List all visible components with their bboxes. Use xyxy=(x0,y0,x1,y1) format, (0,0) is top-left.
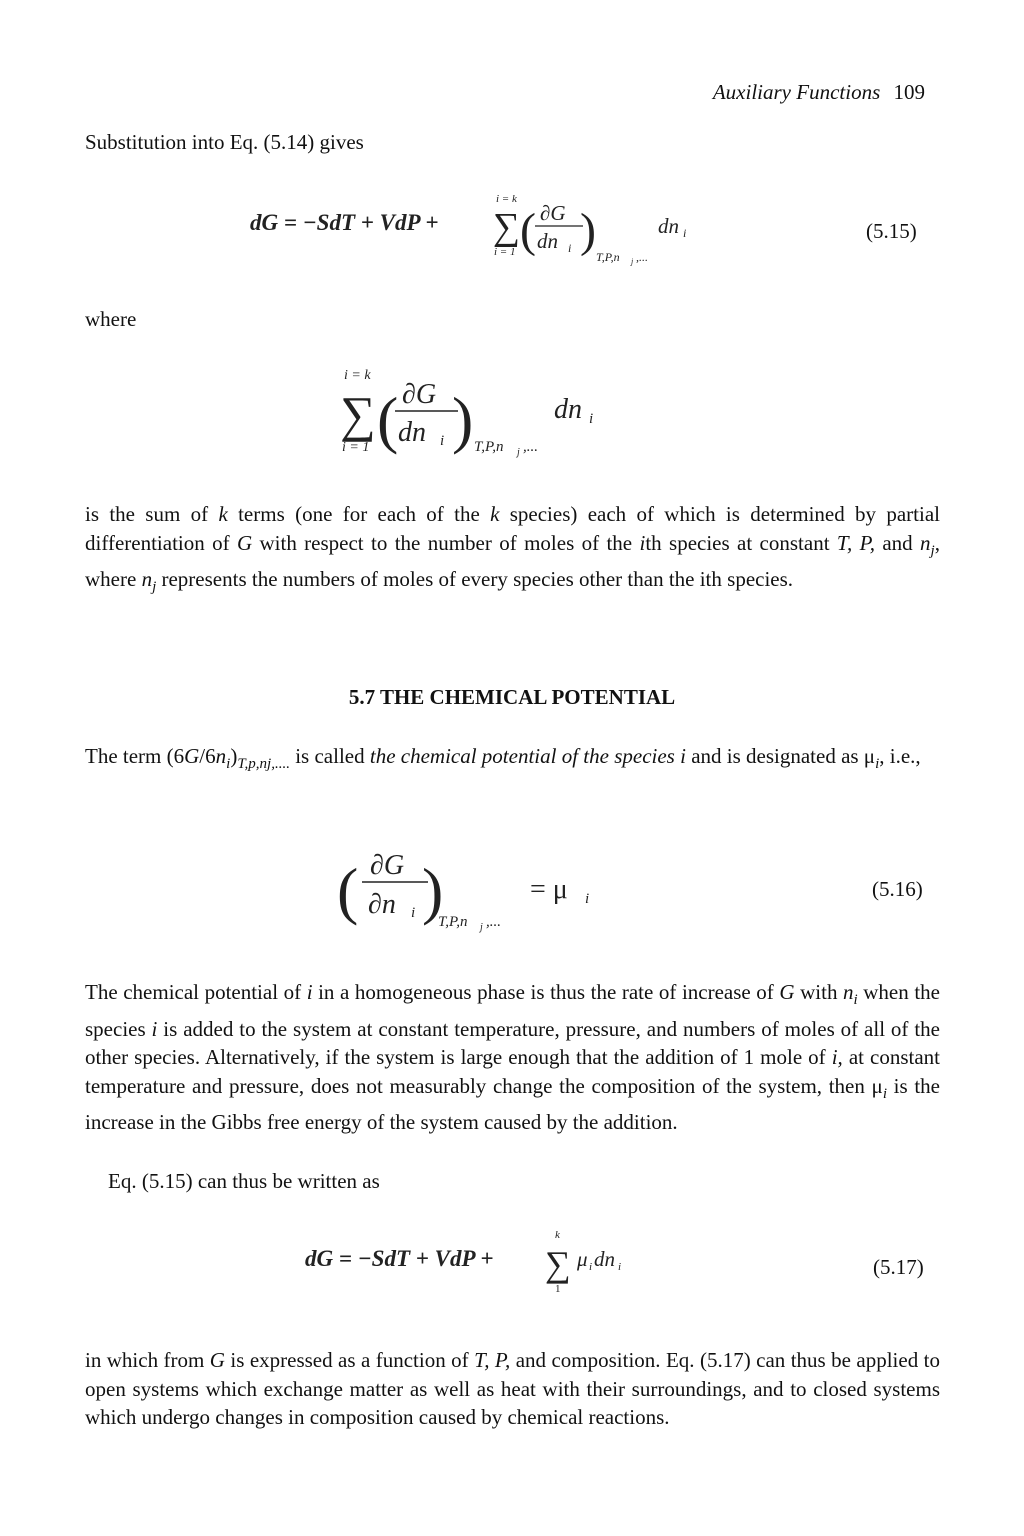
eq-5-16-num: ∂G xyxy=(370,850,405,881)
eq-5-15-rparen: ) xyxy=(580,204,596,257)
eq-5-16-den-sub: i xyxy=(411,905,416,921)
eq-where-den: dn xyxy=(398,417,426,448)
paragraph-open-systems: in which from G is expressed as a function of T, P, and composition. Eq. (5.17) can thus be applied to open systems which exchange matter as well as heat with their surroundings, and to closed systems which undergo changes in composition caused by chemical reactions. xyxy=(85,1348,940,1429)
eq-5-15-den: dn xyxy=(537,229,558,253)
eq-where-num: ∂G xyxy=(402,379,437,410)
eq-5-15-den-sub: i xyxy=(568,241,572,255)
eq-where-sum-top: i = k xyxy=(344,368,371,383)
eq-5-15-tail: dn xyxy=(658,214,679,238)
eq-5-15-subscript: T,P,n xyxy=(596,250,620,264)
equation-number-5-17: (5.17) xyxy=(873,1255,924,1279)
eq-5-15-subscript-j: j xyxy=(631,257,634,266)
eq-where-lparen: ( xyxy=(377,384,399,455)
eq-5-17-sigma: ∑ xyxy=(545,1244,571,1284)
eq-5-17-tail2-sub: i xyxy=(618,1261,622,1273)
eq-where-subscript: T,P,n xyxy=(474,439,504,455)
equation-5-17 xyxy=(305,1226,645,1296)
eq-where-rparen: ) xyxy=(452,384,474,455)
eq-5-16-rparen: ) xyxy=(422,855,444,926)
eq-5-16-subscript-j: j xyxy=(480,922,483,933)
equation-where xyxy=(340,363,610,458)
eq-5-15-sum-top: i = k xyxy=(496,193,517,205)
eq-where-ellipsis: ,... xyxy=(523,439,538,455)
eq-where-tail-sub: i xyxy=(589,411,594,427)
equation-5-15 xyxy=(250,188,710,268)
paragraph-chemical-potential-def: The term $(6G/6n_i)_{T,p,nj,....}$ is called the chemical potential of the species i and is designated as $\mu_i$, i.e., xyxy=(85,744,921,772)
eq-5-15-tail-sub: i xyxy=(683,226,687,240)
eq-5-16-ellipsis: ,... xyxy=(486,914,501,930)
equation-number-5-16: (5.16) xyxy=(872,877,923,901)
eq-where-den-sub: i xyxy=(440,433,445,449)
eq-5-15-lparen: ( xyxy=(520,204,536,257)
paragraph-sum-explanation: is the sum of k terms (one for each of the k species) each of which is determined by partial differentiation of G with respect to the number of moles of the ith species at constant T, P, and $n_j$, where $n_j$ represents the numbers of moles of every species other than the ith species. xyxy=(85,502,940,595)
eq-5-16-subscript: T,P,n xyxy=(438,914,468,930)
eq-5-17-tail: μ xyxy=(577,1247,588,1271)
eq-where-sum-bottom: i = 1 xyxy=(342,440,370,455)
section-heading: 5.7 THE CHEMICAL POTENTIAL xyxy=(348,685,676,709)
paragraph-chemical-potential-meaning: The chemical potential of i in a homogeneous phase is thus the rate of increase of G with $n_i$ when the species i is added to the system at constant temperature, pressure, and numbers of moles of all of the other species. Alternatively, if the system is large enough that the addition of 1 mole of i, at constant temperature and pressure, does not measurably change the composition of the system, then $\mu_i$ is the increase in the Gibbs free energy of the system caused by the addition. xyxy=(85,980,940,1134)
eq-where-subscript-j: j xyxy=(517,447,520,458)
eq-5-17-sum-top: k xyxy=(555,1229,560,1241)
eq-where-sigma: ∑ xyxy=(340,386,376,442)
eq-5-15-ellipsis: ,... xyxy=(636,250,648,264)
eq-5-16-rhs: = μ xyxy=(530,874,568,905)
equation-5-16 xyxy=(337,840,600,935)
paragraph-written-as: Eq. (5.15) can thus be written as xyxy=(108,1169,380,1193)
running-header xyxy=(713,80,925,105)
eq-5-15-sigma: ∑ xyxy=(493,206,521,248)
page-number: 109 xyxy=(893,80,925,104)
eq-5-17-tail2: dn xyxy=(594,1247,615,1271)
eq-5-17-tail-sub: i xyxy=(589,1261,593,1273)
eq-5-16-rhs-sub: i xyxy=(585,891,590,907)
eq-5-15-lhs: dG = −SdT + VdP + xyxy=(250,210,439,235)
eq-5-15-num: ∂G xyxy=(540,201,566,225)
equation-number-5-15: (5.15) xyxy=(866,219,917,243)
eq-5-15-sum-bottom: i = 1 xyxy=(494,246,516,258)
eq-5-16-den: ∂n xyxy=(368,889,396,920)
eq-5-17-lhs: dG = −SdT + VdP + xyxy=(305,1246,494,1271)
paragraph-where: where xyxy=(85,307,137,331)
paragraph-substitution: Substitution into Eq. (5.14) gives xyxy=(85,130,364,154)
header-title: Auxiliary Functions xyxy=(712,80,881,104)
eq-where-tail: dn xyxy=(554,394,582,425)
eq-5-16-lparen: ( xyxy=(337,855,359,926)
eq-5-17-sum-bottom: 1 xyxy=(555,1283,561,1295)
